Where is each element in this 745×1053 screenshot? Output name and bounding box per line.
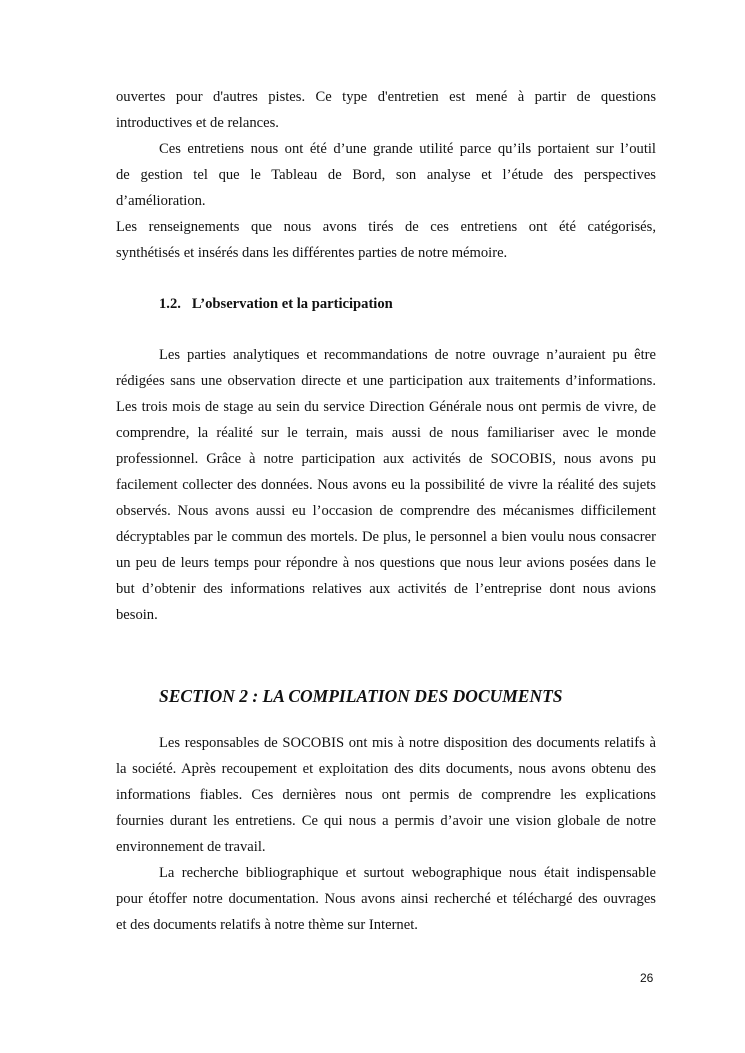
text-line: professionnel. Grâce à notre participation aux activités de SOCOBIS, nous avons pu [116,451,656,467]
paragraph-documents [116,730,656,938]
section-heading: SECTION 2 : LA COMPILATION DES DOCUMENTS [159,686,563,706]
text-line: Les renseignements que nous avons tirés de ces entretiens ont été catégorisés, [116,219,656,235]
text-line: d’amélioration. [116,193,206,209]
text-line: Les trois mois de stage au sein du service Direction Générale nous ont permis de vivre, de [116,399,656,415]
subsection-number: 1.2. [159,296,181,312]
text-line: la société. Après recoupement et exploitation des dits documents, nous avons obtenu des [116,761,656,777]
text-line: un peu de leurs temps pour répondre à nos questions que nous leur avions posées dans le [116,555,656,571]
subsection-heading [159,291,393,317]
text-line: observés. Nous avons aussi eu l’occasion de comprendre des mécanismes difficilement [116,503,656,519]
text-line: pour étoffer notre documentation. Nous avons ainsi recherché et téléchargé des ouvrages [116,891,656,907]
text-line: introductives et de relances. [116,115,279,131]
text-line: ouvertes pour d'autres pistes. Ce type d'entretien est mené à partir de questions [116,89,656,105]
text-line: et des documents relatifs à notre thème sur Internet. [116,917,418,933]
text-line: besoin. [116,607,158,623]
subsection-title: L’observation et la participation [191,296,393,312]
text-line: comprendre, la réalité sur le terrain, mais aussi de nous familiariser avec le monde [116,425,656,441]
text-line: Ces entretiens nous ont été d’une grande utilité parce qu’ils portaient sur l’outil [159,141,656,157]
paragraph-observation [116,342,656,628]
text-line: but d’obtenir des informations relatives aux activités de l’entreprise dont nous avions [116,581,656,597]
text-line: de gestion tel que le Tableau de Bord, son analyse et l’étude des perspectives [116,167,656,183]
text-line: décryptables par le commun des mortels. De plus, le personnel a bien voulu nous consacrer [116,529,656,545]
paragraph-intro [116,84,656,266]
text-line: fournies durant les entretiens. Ce qui nous a permis d’avoir une vision globale de notre [116,813,656,829]
text-line: La recherche bibliographique et surtout webographique nous était indispensable [159,865,656,881]
text-line: Les responsables de SOCOBIS ont mis à notre disposition des documents relatifs à [159,735,656,751]
page-number: 26 [640,971,654,985]
text-line: informations fiables. Ces dernières nous ont permis de comprendre les explications [116,787,656,803]
text-line: facilement collecter des données. Nous avons eu la possibilité de vivre la réalité des sujets [116,477,656,493]
text-line: synthétisés et insérés dans les différentes parties de notre mémoire. [116,245,508,261]
text-line: Les parties analytiques et recommandations de notre ouvrage n’auraient pu être [159,347,656,363]
text-line: rédigées sans une observation directe et une participation aux traitements d’informations. [116,373,656,389]
text-line: environnement de travail. [116,839,266,855]
